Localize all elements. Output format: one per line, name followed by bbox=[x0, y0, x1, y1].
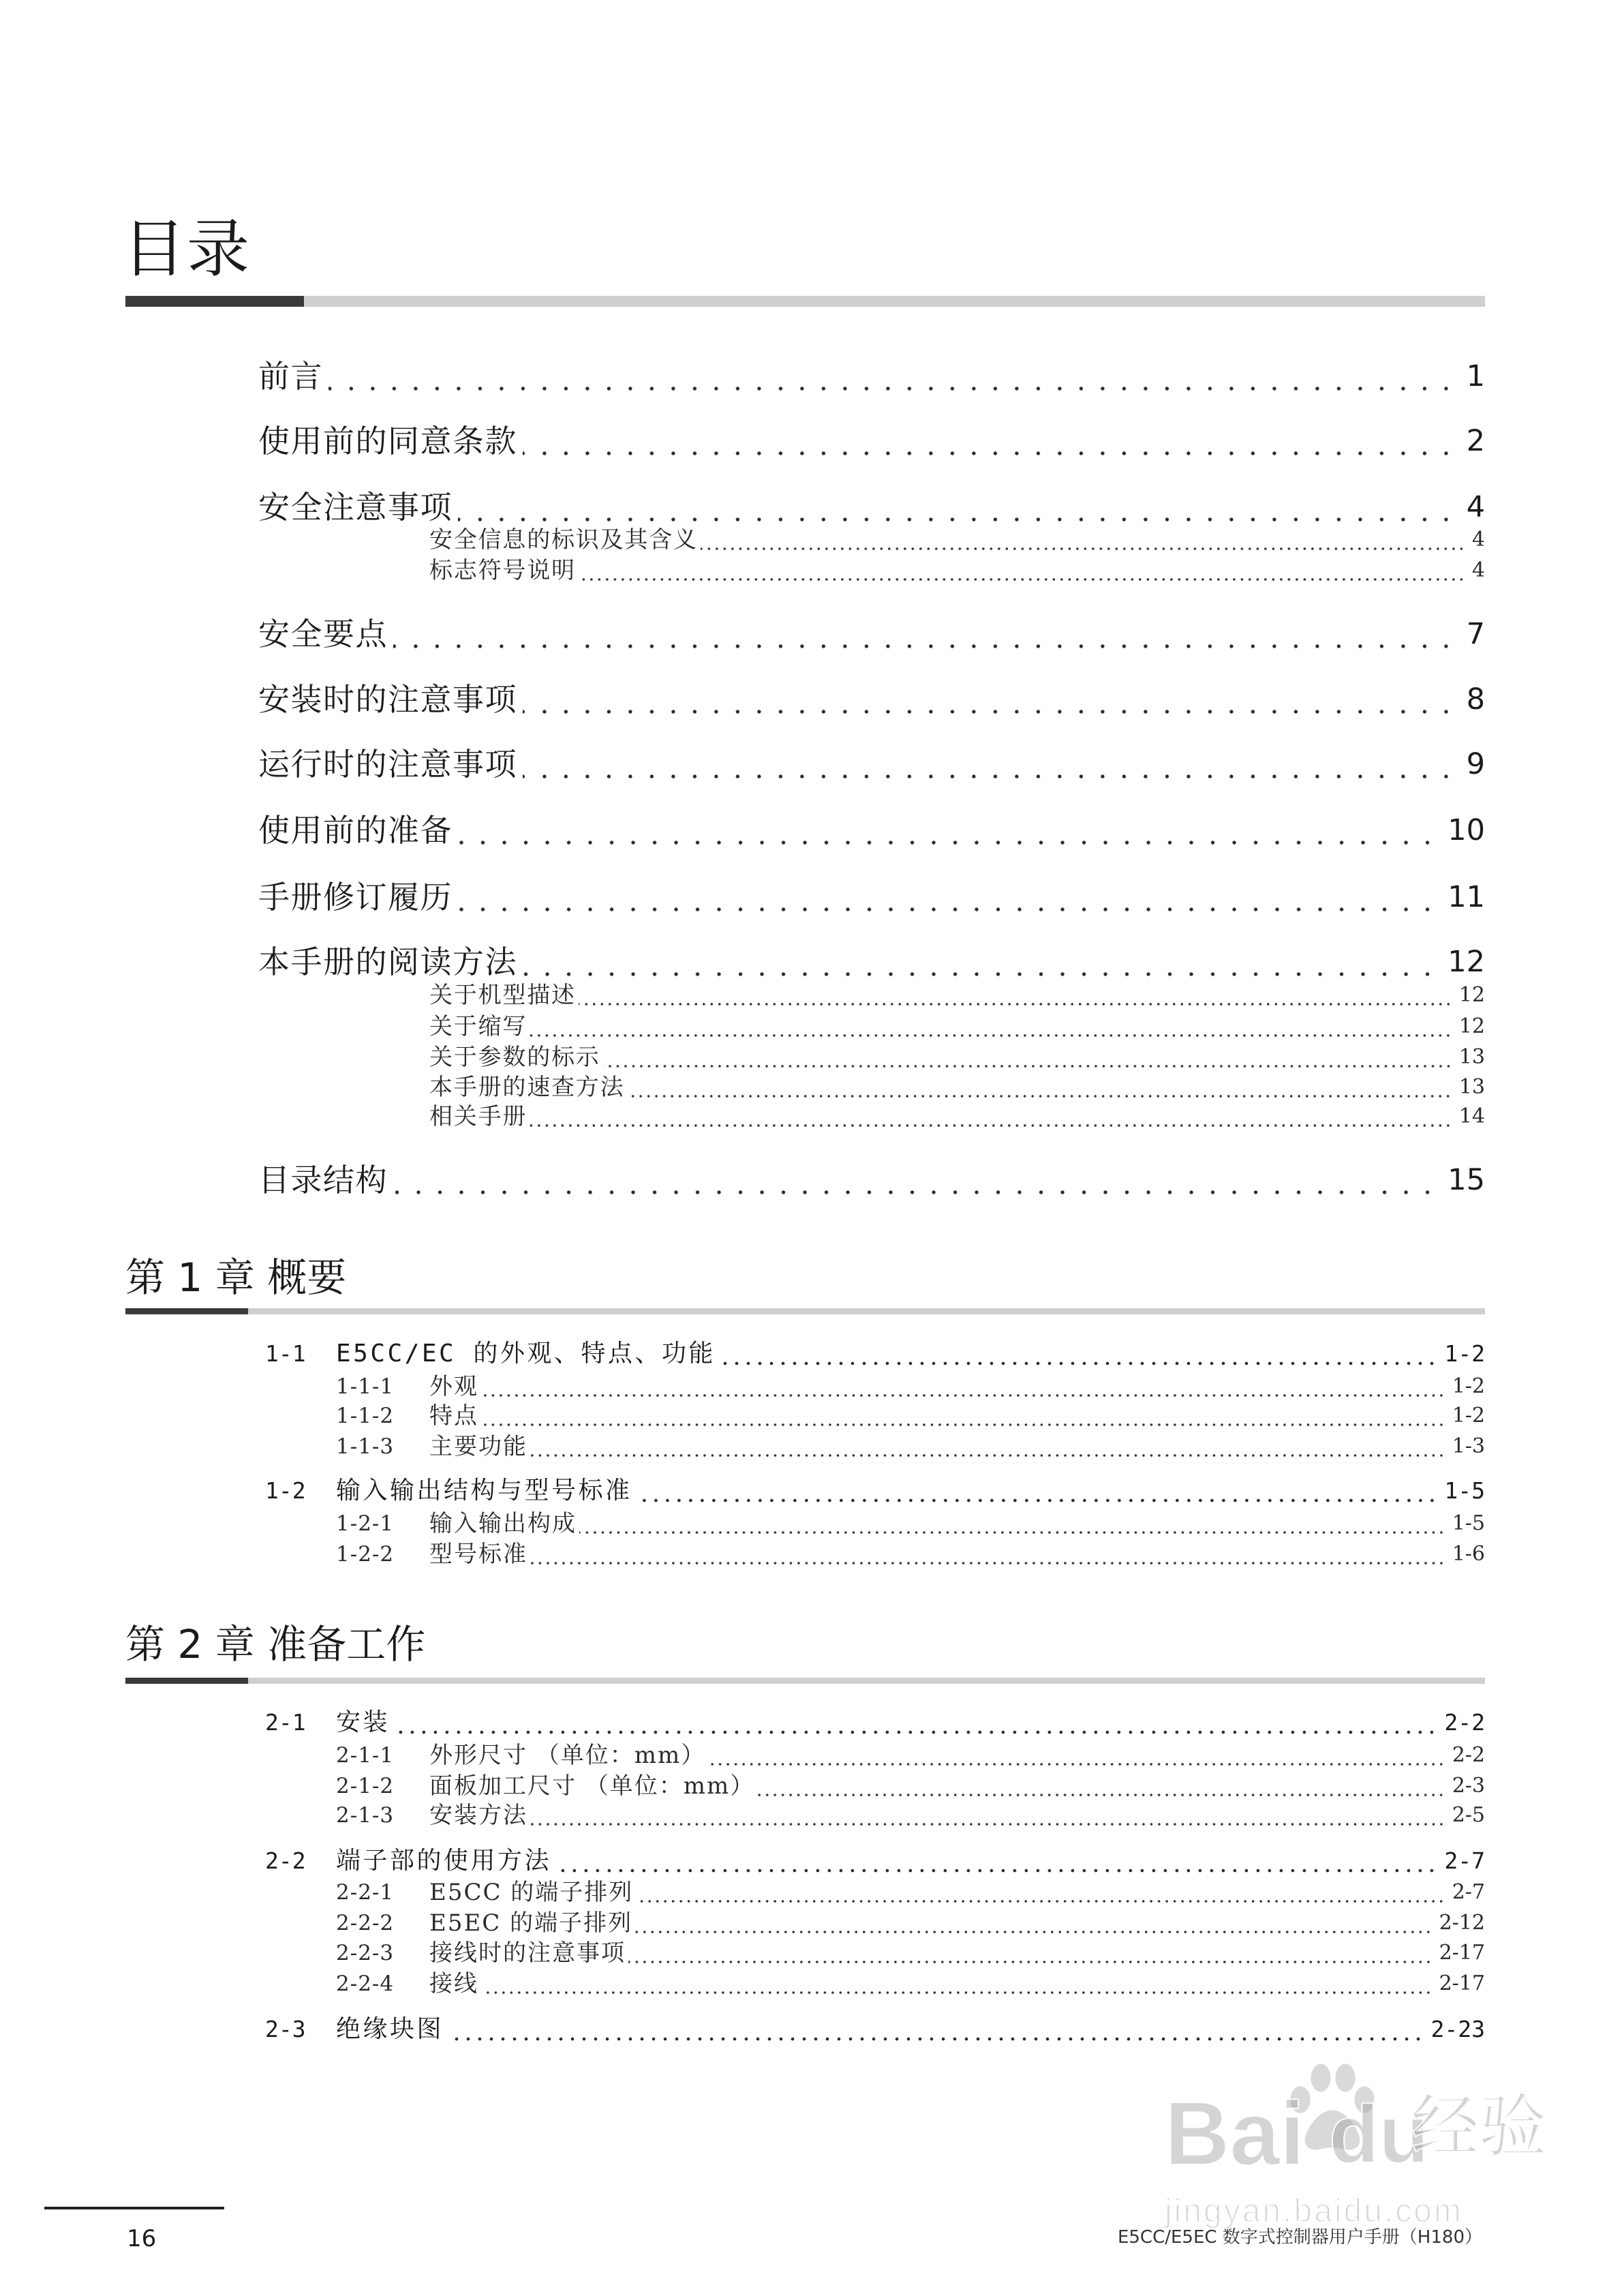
subsection-page: 2-2 bbox=[1452, 1743, 1485, 1767]
subsection-page: 2-12 bbox=[1439, 1911, 1485, 1935]
chapter-rule-accent bbox=[125, 1678, 248, 1684]
section-number: 2-2 bbox=[265, 1847, 306, 1874]
leader-dots bbox=[635, 1909, 1433, 1937]
toc-subentry-page: 13 bbox=[1458, 1075, 1485, 1099]
toc-subentry-label: 关于参数的标示 bbox=[429, 1044, 600, 1071]
toc-entry-label: 使用前的准备 bbox=[258, 812, 453, 849]
toc-subentry bbox=[429, 526, 1485, 554]
subsection-number: 2-1-2 bbox=[336, 1774, 395, 1798]
subsection-entry bbox=[336, 1939, 1485, 1967]
toc-subentry-page: 13 bbox=[1458, 1045, 1485, 1069]
leader-dots bbox=[530, 1103, 1452, 1130]
toc-subentry-page: 4 bbox=[1471, 558, 1485, 582]
section-label: 安装 bbox=[336, 1708, 391, 1736]
leader-dots bbox=[628, 1939, 1433, 1967]
leader-dots bbox=[328, 357, 1457, 395]
subsection-label: E5CC 的端子排列 bbox=[429, 1879, 634, 1906]
section-page: 2-23 bbox=[1430, 2016, 1485, 2042]
chapter-heading: 第 2 章 准备工作 bbox=[125, 1621, 426, 1667]
subsection-number: 1-1-2 bbox=[336, 1404, 395, 1428]
title-rule bbox=[304, 296, 1485, 307]
subsection-label: 主要功能 bbox=[429, 1433, 527, 1460]
toc-entry-label: 安全注意事项 bbox=[258, 489, 453, 526]
leader-dots bbox=[603, 1044, 1452, 1071]
subsection-page: 2-5 bbox=[1452, 1803, 1485, 1827]
leader-dots bbox=[481, 1970, 1433, 1997]
toc-entry-label: 本手册的阅读方法 bbox=[258, 943, 517, 980]
toc-entry bbox=[258, 615, 1485, 653]
subsection-label: E5EC 的端子排列 bbox=[429, 1909, 633, 1937]
leader-dots bbox=[481, 1373, 1445, 1400]
watermark-label: 经验 bbox=[1411, 2089, 1547, 2165]
watermark-brand-right: du bbox=[1329, 2089, 1429, 2180]
toc-subentry bbox=[429, 557, 1485, 584]
toc-entry-page: 1 bbox=[1466, 359, 1485, 393]
leader-dots bbox=[530, 1541, 1445, 1568]
page-title: 目录 bbox=[123, 213, 251, 286]
toc-subentry-page: 12 bbox=[1458, 1014, 1485, 1038]
toc-subentry-label: 标志符号说明 bbox=[429, 557, 576, 584]
subsection-entry bbox=[336, 1373, 1485, 1400]
subsection-number: 2-2-2 bbox=[336, 1911, 395, 1935]
toc-entry bbox=[258, 1161, 1485, 1199]
leader-dots bbox=[394, 1707, 1437, 1738]
subsection-entry bbox=[336, 1879, 1485, 1906]
subsection-entry bbox=[336, 1402, 1485, 1430]
subsection-label: 安装方法 bbox=[429, 1802, 527, 1829]
leader-dots bbox=[458, 488, 1457, 526]
toc-entry-page: 8 bbox=[1466, 682, 1485, 716]
subsection-entry bbox=[336, 1742, 1485, 1769]
chapter-rule bbox=[248, 1678, 1485, 1684]
leader-dots bbox=[458, 811, 1438, 849]
watermark-url: jingyan.baidu.com bbox=[1165, 2193, 1463, 2229]
subsection-entry bbox=[336, 1433, 1485, 1460]
subsection-label: 特点 bbox=[429, 1402, 478, 1430]
section-entry bbox=[265, 2014, 1485, 2045]
toc-entry-label: 手册修订履历 bbox=[258, 879, 453, 916]
toc-entry-page: 9 bbox=[1466, 747, 1485, 781]
leader-dots bbox=[701, 526, 1465, 554]
leader-dots bbox=[523, 943, 1438, 981]
toc-entry-page: 10 bbox=[1448, 813, 1485, 847]
subsection-label: 面板加工尺寸 （单位：mm） bbox=[429, 1772, 755, 1800]
section-label: 端子部的使用方法 bbox=[336, 1847, 552, 1875]
section-page: 1-5 bbox=[1444, 1477, 1485, 1504]
subsection-page: 1-3 bbox=[1452, 1434, 1485, 1458]
section-page: 2-2 bbox=[1444, 1709, 1485, 1736]
toc-entry-page: 11 bbox=[1448, 880, 1485, 914]
toc-entry-label: 使用前的同意条款 bbox=[258, 423, 517, 459]
leader-dots bbox=[627, 1074, 1452, 1101]
toc-entry-label: 目录结构 bbox=[258, 1162, 388, 1198]
leader-dots bbox=[530, 1433, 1445, 1460]
leader-dots bbox=[530, 1013, 1452, 1040]
footer-rule bbox=[44, 2207, 224, 2209]
toc-entry bbox=[258, 488, 1485, 526]
leader-dots bbox=[393, 615, 1457, 653]
toc-entry bbox=[258, 680, 1485, 719]
toc-entry bbox=[258, 878, 1485, 916]
toc-entry bbox=[258, 357, 1485, 395]
leader-dots bbox=[637, 1475, 1438, 1507]
manual-title: E5CC/E5EC 数字式控制器用户手册（H180） bbox=[1117, 2227, 1482, 2248]
subsection-label: 外观 bbox=[429, 1373, 478, 1400]
subsection-page: 1-6 bbox=[1452, 1542, 1485, 1566]
subsection-entry bbox=[336, 1802, 1485, 1829]
section-number: 1-1 bbox=[265, 1340, 306, 1367]
toc-subentry bbox=[429, 982, 1485, 1009]
leader-dots bbox=[579, 557, 1465, 584]
subsection-label: 外形尺寸 （单位：mm） bbox=[429, 1742, 706, 1769]
chapter-heading: 第 1 章 概要 bbox=[125, 1254, 347, 1301]
section-entry bbox=[265, 1475, 1485, 1507]
toc-entry-page: 7 bbox=[1466, 617, 1485, 651]
toc-subentry bbox=[429, 1013, 1485, 1040]
section-label: 输入输出结构与型号标准 bbox=[336, 1477, 632, 1505]
toc-subentry bbox=[429, 1074, 1485, 1101]
section-entry bbox=[265, 1338, 1485, 1370]
subsection-number: 2-1-3 bbox=[336, 1803, 395, 1828]
subsection-number: 1-1-1 bbox=[336, 1374, 395, 1399]
subsection-entry bbox=[336, 1909, 1485, 1937]
subsection-label: 接线 bbox=[429, 1970, 478, 1997]
leader-dots bbox=[579, 982, 1452, 1009]
section-number: 2-1 bbox=[265, 1709, 306, 1736]
subsection-page: 1-5 bbox=[1452, 1511, 1485, 1535]
subsection-entry bbox=[336, 1510, 1485, 1537]
toc-entry-label: 安全要点 bbox=[258, 616, 388, 652]
leader-dots bbox=[523, 680, 1457, 719]
subsection-number: 2-2-4 bbox=[336, 1972, 395, 1996]
toc-subentry-label: 安全信息的标识及其含义 bbox=[429, 526, 698, 554]
toc-entry bbox=[258, 943, 1485, 981]
leader-dots bbox=[636, 1879, 1445, 1906]
leader-dots bbox=[530, 1802, 1445, 1829]
subsection-number: 2-2-1 bbox=[336, 1880, 395, 1905]
toc-entry-page: 12 bbox=[1448, 945, 1485, 979]
subsection-page: 2-3 bbox=[1452, 1774, 1485, 1798]
section-number: 2-3 bbox=[265, 2016, 306, 2042]
toc-subentry-page: 14 bbox=[1458, 1104, 1485, 1128]
toc-entry-page: 4 bbox=[1466, 490, 1485, 524]
leader-dots bbox=[458, 878, 1438, 916]
leader-dots bbox=[757, 1772, 1445, 1800]
subsection-label: 输入输出构成 bbox=[429, 1510, 577, 1537]
toc-subentry-label: 关于机型描述 bbox=[429, 982, 576, 1009]
toc-entry-page: 2 bbox=[1466, 424, 1485, 458]
toc-subentry-label: 本手册的速查方法 bbox=[429, 1074, 625, 1101]
chapter-rule-accent bbox=[125, 1308, 248, 1314]
leader-dots bbox=[579, 1510, 1445, 1537]
subsection-number: 2-2-3 bbox=[336, 1941, 395, 1965]
leader-dots bbox=[708, 1742, 1445, 1769]
subsection-entry bbox=[336, 1970, 1485, 1997]
subsection-entry bbox=[336, 1541, 1485, 1568]
toc-entry-label: 前言 bbox=[258, 358, 323, 395]
toc-subentry-label: 相关手册 bbox=[429, 1103, 527, 1130]
subsection-label: 型号标准 bbox=[429, 1541, 527, 1568]
subsection-number: 1-1-3 bbox=[336, 1434, 395, 1459]
leader-dots bbox=[448, 2014, 1424, 2045]
chapter-rule bbox=[248, 1308, 1485, 1314]
subsection-entry bbox=[336, 1772, 1485, 1800]
leader-dots bbox=[393, 1161, 1438, 1199]
toc-entry-label: 运行时的注意事项 bbox=[258, 746, 517, 783]
subsection-page: 1-2 bbox=[1452, 1404, 1485, 1428]
toc-subentry-page: 12 bbox=[1458, 983, 1485, 1007]
toc-subentry-label: 关于缩写 bbox=[429, 1013, 527, 1040]
leader-dots bbox=[555, 1845, 1437, 1877]
subsection-number: 1-2-2 bbox=[336, 1542, 395, 1567]
toc-entry bbox=[258, 745, 1485, 783]
section-number: 1-2 bbox=[265, 1477, 306, 1504]
toc-entry bbox=[258, 811, 1485, 849]
watermark-brand-left: Bai bbox=[1165, 2083, 1305, 2184]
subsection-number: 2-1-1 bbox=[336, 1743, 395, 1768]
toc-entry bbox=[258, 422, 1485, 460]
page-number: 16 bbox=[127, 2225, 157, 2252]
section-page: 2-7 bbox=[1444, 1847, 1485, 1874]
section-label: E5CC/EC 的外观、特点、功能 bbox=[336, 1340, 716, 1368]
section-page: 1-2 bbox=[1444, 1340, 1485, 1367]
leader-dots bbox=[481, 1402, 1445, 1430]
section-entry bbox=[265, 1707, 1485, 1738]
leader-dots bbox=[523, 422, 1457, 460]
leader-dots bbox=[720, 1338, 1437, 1370]
title-rule-accent bbox=[125, 296, 304, 307]
toc-entry-page: 15 bbox=[1448, 1163, 1485, 1197]
toc-subentry bbox=[429, 1044, 1485, 1071]
subsection-page: 2-17 bbox=[1439, 1972, 1485, 1995]
subsection-number: 1-2-1 bbox=[336, 1511, 395, 1536]
subsection-label: 接线时的注意事项 bbox=[429, 1939, 626, 1967]
subsection-page: 2-7 bbox=[1452, 1880, 1485, 1904]
toc-subentry-page: 4 bbox=[1471, 528, 1485, 552]
section-entry bbox=[265, 1845, 1485, 1877]
leader-dots bbox=[523, 745, 1457, 783]
toc-entry-label: 安装时的注意事项 bbox=[258, 681, 517, 718]
subsection-page: 1-2 bbox=[1452, 1374, 1485, 1398]
toc-subentry bbox=[429, 1103, 1485, 1130]
section-label: 绝缘块图 bbox=[336, 2015, 444, 2043]
subsection-page: 2-17 bbox=[1439, 1941, 1485, 1965]
